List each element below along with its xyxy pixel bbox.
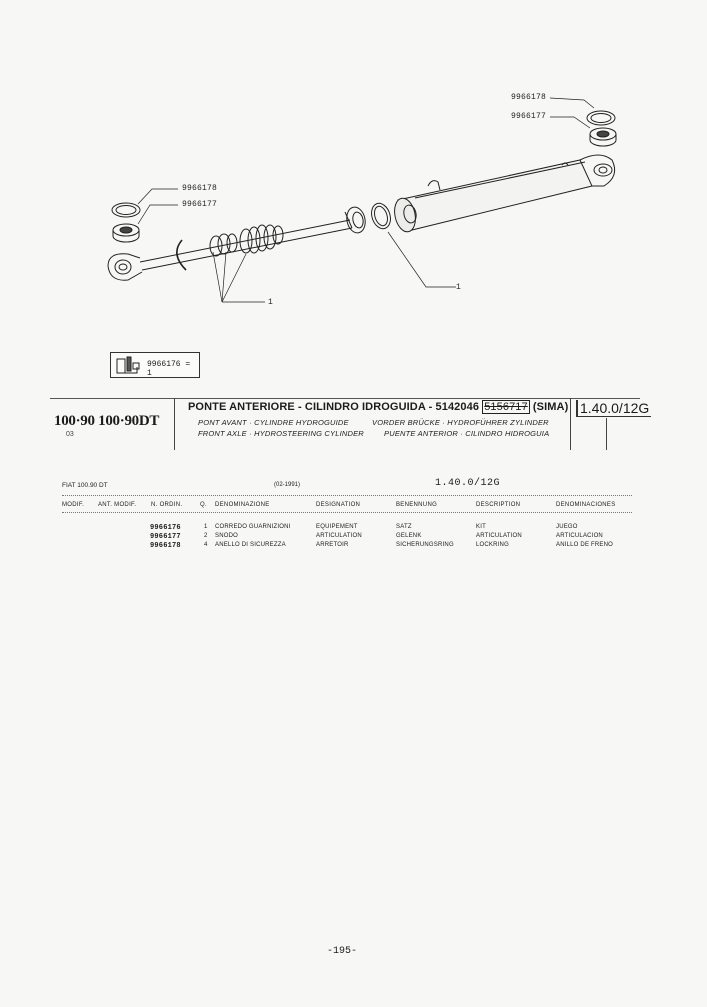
callout-item-lower: 1 bbox=[268, 298, 274, 307]
table-reference: 1.40.0/12G bbox=[435, 478, 501, 489]
name-de: SATZ bbox=[396, 524, 412, 530]
title-superseded-code: 5156717 bbox=[484, 401, 528, 413]
exploded-view-drawing bbox=[0, 0, 707, 390]
callout-lockring-left: 9966178 bbox=[182, 184, 218, 193]
kit-box-icon bbox=[115, 355, 143, 375]
snap-ring bbox=[177, 240, 186, 270]
page-header bbox=[50, 398, 650, 458]
quantity: 2 bbox=[204, 533, 208, 539]
hydraulic-cylinder-body bbox=[392, 155, 615, 234]
table-date: (02-1991) bbox=[274, 482, 301, 488]
o-ring-seal bbox=[368, 201, 393, 231]
page-number: -195- bbox=[327, 946, 358, 957]
name-it: SNODO bbox=[215, 533, 239, 539]
name-en: KIT bbox=[476, 524, 486, 530]
part-number: 9966176 bbox=[150, 524, 181, 532]
title-fr: PONT AVANT · CYLINDRE HYDROGUIDE bbox=[198, 418, 349, 427]
col-header-qty: Q. bbox=[200, 502, 207, 508]
name-de: GELENK bbox=[396, 533, 422, 539]
col-header-it: DENOMINAZIONE bbox=[215, 502, 270, 508]
callout-articulation-top-right: 9966177 bbox=[511, 112, 547, 121]
quantity: 1 bbox=[204, 524, 208, 530]
page-title bbox=[188, 401, 568, 413]
table-model: FIAT 100.90 DT bbox=[62, 482, 108, 489]
page-reference: 1.40.0/12G bbox=[576, 400, 651, 417]
name-en: ARTICULATION bbox=[476, 533, 522, 539]
rod-eye-left bbox=[108, 254, 142, 280]
col-header-modif: MODIF. bbox=[62, 502, 85, 508]
name-fr: EQUIPEMENT bbox=[316, 524, 358, 530]
col-header-en: DESCRIPTION bbox=[476, 502, 521, 508]
model-sub: 03 bbox=[66, 431, 74, 438]
name-it: CORREDO GUARNIZIONI bbox=[215, 524, 291, 530]
callout-articulation-left: 9966177 bbox=[182, 200, 218, 209]
col-header-order-no: N. ORDIN. bbox=[151, 502, 183, 508]
table-row bbox=[62, 524, 632, 533]
name-es: ARTICULACION bbox=[556, 533, 603, 539]
title-de: VORDER BRÜCKE · HYDROFÜHRER ZYLINDER bbox=[372, 418, 549, 427]
col-header-es: DENOMINACIONES bbox=[556, 502, 616, 508]
name-es: JUEGO bbox=[556, 524, 578, 530]
part-number: 9966177 bbox=[150, 533, 181, 541]
table-row bbox=[62, 533, 632, 542]
quantity: 4 bbox=[204, 542, 208, 548]
name-en: LOCKRING bbox=[476, 542, 509, 548]
name-it: ANELLO DI SICUREZZA bbox=[215, 542, 286, 548]
title-es: PUENTE ANTERIOR · CILINDRO HIDROGUIA bbox=[384, 429, 550, 438]
name-fr: ARRETOIR bbox=[316, 542, 349, 548]
kit-legend-box bbox=[110, 352, 200, 378]
callout-item-right: 1 bbox=[456, 283, 462, 292]
name-fr: ARTICULATION bbox=[316, 533, 362, 539]
name-es: ANILLO DE FRENO bbox=[556, 542, 614, 548]
kit-legend-text: 9966176 = 1 bbox=[147, 360, 191, 378]
title-en: FRONT AXLE · HYDROSTEERING CYLINDER bbox=[198, 429, 364, 438]
part-number: 9966178 bbox=[150, 542, 181, 550]
col-header-ant-modif: ANT. MODIF. bbox=[98, 502, 137, 508]
piston-rod bbox=[140, 205, 368, 270]
title-suffix: (SIMA) bbox=[532, 401, 569, 413]
title-main: PONTE ANTERIORE - CILINDRO IDROGUIDA - 5142046 bbox=[188, 401, 480, 413]
callout-lockring-top-right: 9966178 bbox=[511, 93, 547, 102]
table-row bbox=[62, 542, 632, 551]
col-header-fr: DESIGNATION bbox=[316, 502, 361, 508]
model-names: 100·90 100·90DT bbox=[54, 413, 160, 429]
name-de: SICHERUNGSRING bbox=[396, 542, 454, 548]
col-header-de: BENENNUNG bbox=[396, 502, 438, 508]
